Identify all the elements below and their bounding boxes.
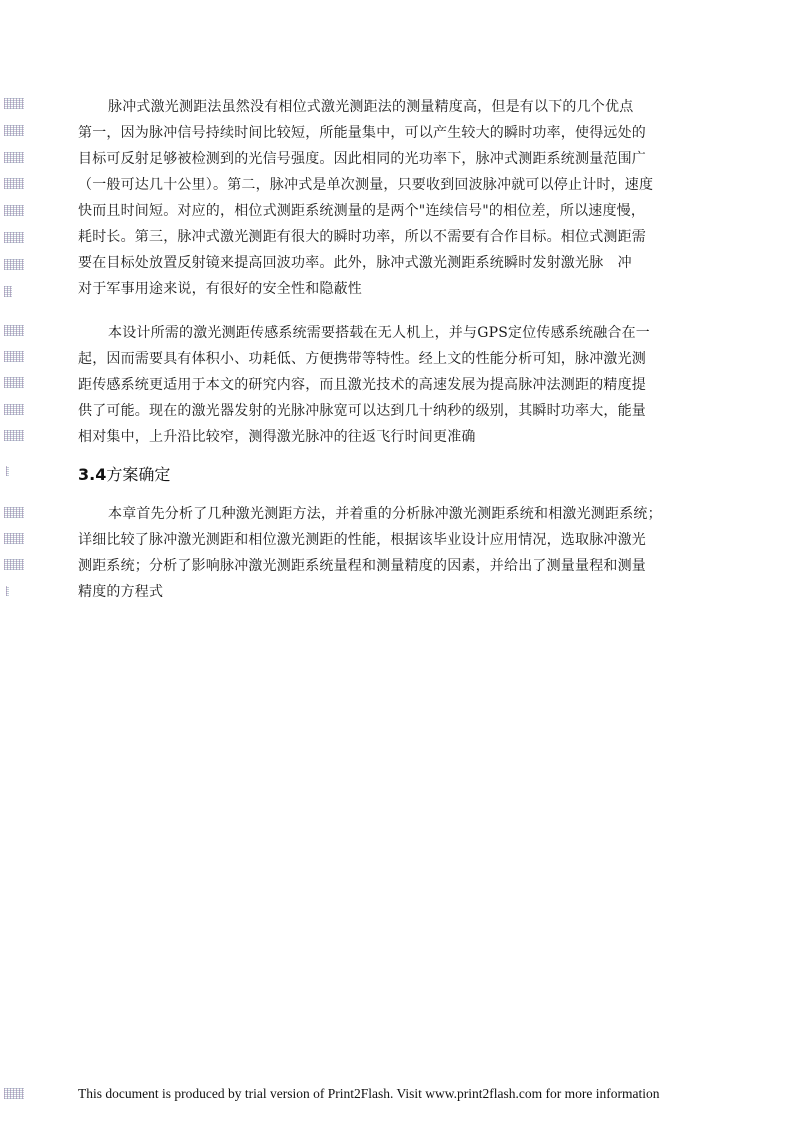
margin-artifact — [4, 430, 24, 441]
text-line: 距传感系统更适用于本文的研究内容，而且激光技术的高速发展为提高脉冲法测距的精度提 — [78, 377, 646, 393]
text-line: 本设计所需的激光测距传感系统需要搭载在无人机上，并与GPS定位传感系统融合在一 — [108, 325, 650, 341]
text-line: 测距系统；分析了影响脉冲激光测距系统量程和测量精度的因素，并给出了测量量程和测量 — [78, 558, 646, 574]
text-line: 第一，因为脉冲信号持续时间比较短，所能量集中，可以产生较大的瞬时功率，使得远处的 — [78, 125, 646, 141]
margin-artifact — [4, 205, 24, 216]
margin-artifact — [4, 98, 24, 109]
body-paragraph-1 — [78, 94, 726, 302]
section-number: 3.4 — [78, 465, 107, 484]
margin-artifact — [4, 325, 24, 336]
text-line: 要在目标处放置反射镜来提高回波功率。此外，脉冲式激光测距系统瞬时发射激光脉 冲 — [78, 255, 632, 271]
text-line: 脉冲式激光测距法虽然没有相位式激光测距法的测量精度高，但是有以下的几个优点 — [108, 99, 634, 115]
margin-artifact — [4, 286, 12, 297]
margin-artifact — [4, 1088, 24, 1099]
margin-artifact — [4, 125, 24, 136]
margin-artifact — [4, 178, 24, 189]
section-heading — [78, 462, 170, 485]
margin-artifact — [4, 232, 24, 243]
margin-artifact — [6, 466, 9, 476]
margin-artifacts — [0, 0, 30, 1123]
margin-artifact — [4, 152, 24, 163]
margin-artifact — [4, 351, 24, 362]
margin-artifact — [4, 377, 24, 388]
text-line: 目标可反射足够被检测到的光信号强度。因此相同的光功率下，脉冲式测距系统测量范围广 — [78, 151, 646, 167]
body-paragraph-2 — [78, 320, 726, 450]
text-line: 相对集中，上升沿比较窄，测得激光脉冲的往返飞行时间更准确 — [78, 429, 476, 445]
text-line: 本章首先分析了几种激光测距方法，并着重的分析脉冲激光测距系统和相激光测距系统； — [108, 506, 662, 522]
section-title: 方案确定 — [106, 465, 171, 484]
text-line: 耗时长。第三，脉冲式激光测距有很大的瞬时功率，所以不需要有合作目标。相位式测距需 — [78, 229, 646, 245]
margin-artifact — [6, 586, 9, 596]
margin-artifact — [4, 404, 24, 415]
text-line: 供了可能。现在的激光器发射的光脉冲脉宽可以达到几十纳秒的级别，其瞬时功率大，能量 — [78, 403, 646, 419]
body-paragraph-3 — [78, 501, 726, 605]
margin-artifact — [4, 507, 24, 518]
text-line: 快而且时间短。对应的，相位式测距系统测量的是两个"连续信号"的相位差，所以速度慢， — [78, 203, 646, 219]
text-line: 起，因而需要具有体积小、功耗低、方便携带等特性。经上文的性能分析可知，脉冲激光测 — [78, 351, 646, 367]
text-line: 对于军事用途来说，有很好的安全性和隐蔽性 — [78, 281, 362, 297]
margin-artifact — [4, 533, 24, 544]
text-line: （一般可达几十公里）。第二，脉冲式是单次测量，只要收到回波脉冲就可以停止计时，速度 — [78, 177, 654, 193]
margin-artifact — [4, 559, 24, 570]
margin-artifact — [4, 259, 24, 270]
text-line: 详细比较了脉冲激光测距和相位激光测距的性能，根据该毕业设计应用情况，选取脉冲激光 — [78, 532, 646, 548]
trial-watermark-footer: This document is produced by trial version of Print2Flash. Visit www.print2flash.com for more information — [78, 1086, 660, 1101]
text-line: 精度的方程式 — [78, 584, 164, 600]
